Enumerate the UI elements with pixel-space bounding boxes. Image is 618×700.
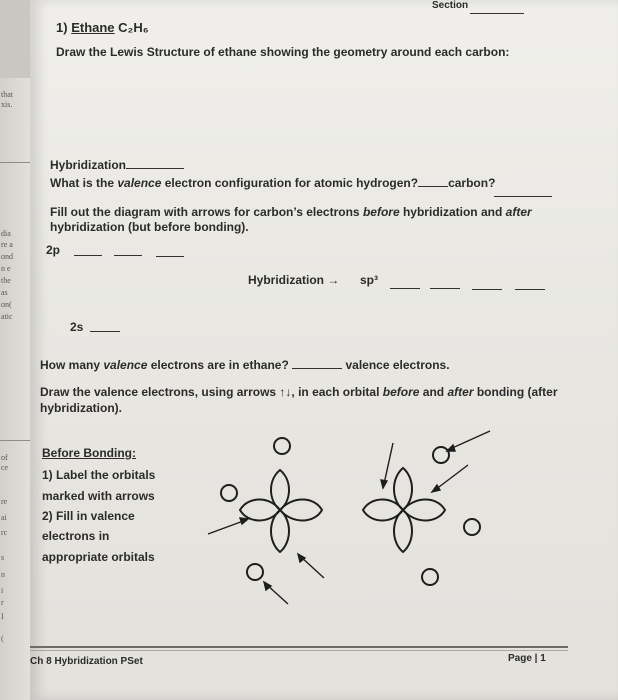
draw-electrons-instruction-line2: hybridization). <box>40 401 122 415</box>
hydrogen-orbital[interactable] <box>274 438 290 454</box>
adjacent-fragment: the <box>1 276 11 285</box>
footer-page-number: 1 <box>540 653 546 664</box>
pointer-arrow <box>450 431 490 449</box>
carbon-label: carbon? <box>448 176 496 190</box>
draw-prefix: Draw the valence electrons, using arrows ↑↓, in each orbital <box>40 385 383 399</box>
hydrogen-orbital[interactable] <box>422 569 438 585</box>
adjacent-rule <box>0 440 30 441</box>
arrow-head <box>447 445 455 451</box>
adjacent-fragment: dia <box>1 229 11 238</box>
section-label: Section <box>432 0 469 11</box>
question-formula: C₂H₆ <box>118 20 149 35</box>
adjacent-fragment: I <box>1 612 4 621</box>
footer-rule-thin <box>30 650 568 651</box>
valence-count-italic: valence <box>103 358 148 372</box>
hydrogen-orbital[interactable] <box>433 447 449 463</box>
fill-middle: hybridization and <box>399 205 506 219</box>
adjacent-fragment: that <box>1 90 13 99</box>
hydrogen-orbital[interactable] <box>464 519 480 535</box>
arrow-head <box>432 485 440 492</box>
hydrogen-orbital[interactable] <box>221 485 237 501</box>
before-bonding-heading: Before Bonding: <box>42 446 136 460</box>
fill-italic-after: after <box>505 205 532 219</box>
valence-count-prefix: How many <box>40 358 104 372</box>
draw-suffix: bonding (after <box>473 385 558 399</box>
before-bonding-step: 2) Fill in valence <box>42 509 135 523</box>
adjacent-fragment: atic <box>1 312 13 321</box>
adjacent-fragment: on( <box>1 300 12 309</box>
adjacent-fragment: as <box>1 288 8 297</box>
question-number: 1) <box>56 20 68 35</box>
arrow-head <box>264 582 271 590</box>
hybridization-arrow-label: Hybridization → <box>248 273 340 287</box>
question-molecule-name: Ethane <box>71 20 115 35</box>
adjacent-fragment: s <box>1 553 5 562</box>
draw-italic-after: after <box>447 385 474 399</box>
draw-mid: and <box>419 385 448 399</box>
worksheet-page <box>30 0 618 700</box>
pointer-arrow <box>435 465 468 490</box>
valence-count-suffix: electrons are in ethane? <box>147 358 289 372</box>
adjacent-rule <box>0 162 30 163</box>
arrow-head <box>240 518 248 524</box>
adjacent-fragment: n <box>1 570 5 579</box>
adjacent-fragment: ai <box>1 513 7 522</box>
adjacent-fragment: r <box>1 598 4 607</box>
fill-diagram-instruction-line2: hybridization (but before bonding). <box>50 220 249 234</box>
footer-page-label: Page <box>508 653 532 664</box>
valence-config-prefix: What is the <box>50 176 118 190</box>
orbital-2p-label: 2p <box>46 243 61 257</box>
before-bonding-step: electrons in <box>42 529 110 543</box>
pointer-arrow <box>384 443 393 484</box>
adjacent-fragment: i <box>1 586 4 595</box>
orbital-sp3-label: sp³ <box>360 273 378 287</box>
before-bonding-step: 1) Label the orbitals <box>42 468 156 482</box>
valence-count-answer-suffix: valence electrons. <box>345 358 450 372</box>
adjacent-page-header-band <box>0 0 30 78</box>
left-carbon-orbitals[interactable] <box>240 470 322 552</box>
fill-italic-before: before <box>362 205 400 219</box>
hybridization-label-text: Hybridization <box>50 158 127 172</box>
lewis-structure-instruction: Draw the Lewis Structure of ethane showing the geometry around each carbon: <box>56 45 510 59</box>
before-bonding-step: marked with arrows <box>42 489 155 503</box>
valence-config-italic: valence <box>117 176 162 190</box>
footer-rule <box>30 646 568 648</box>
footer-title: Ch 8 Hybridization PSet <box>30 656 143 667</box>
adjacent-fragment: n e <box>1 264 11 273</box>
arrow-head <box>381 480 387 488</box>
adjacent-fragment: re <box>1 497 8 506</box>
adjacent-fragment: of <box>1 453 8 462</box>
adjacent-fragment: ce <box>1 463 9 472</box>
adjacent-page-edge <box>0 0 31 700</box>
adjacent-fragment: ond <box>1 252 13 261</box>
before-bonding-step: appropriate orbitals <box>42 550 155 564</box>
adjacent-fragment: re a <box>1 240 13 249</box>
pointer-arrow <box>208 520 246 534</box>
fill-prefix: Fill out the diagram with arrows for carbon’s electrons <box>50 205 363 219</box>
arrow-head <box>298 554 305 562</box>
right-carbon-orbitals[interactable] <box>363 468 445 552</box>
adjacent-fragment: ( <box>1 634 4 643</box>
ethane-orbital-diagram <box>30 0 618 640</box>
draw-italic-before: before <box>382 385 420 399</box>
footer-page: Page | 1 <box>508 653 546 664</box>
adjacent-fragment: rc <box>1 528 8 537</box>
hydrogen-orbital[interactable] <box>247 564 263 580</box>
valence-config-suffix: electron configuration for atomic hydrogen? <box>161 176 419 190</box>
orbital-2s-label: 2s <box>70 320 84 334</box>
adjacent-fragment: xis. <box>1 100 13 109</box>
